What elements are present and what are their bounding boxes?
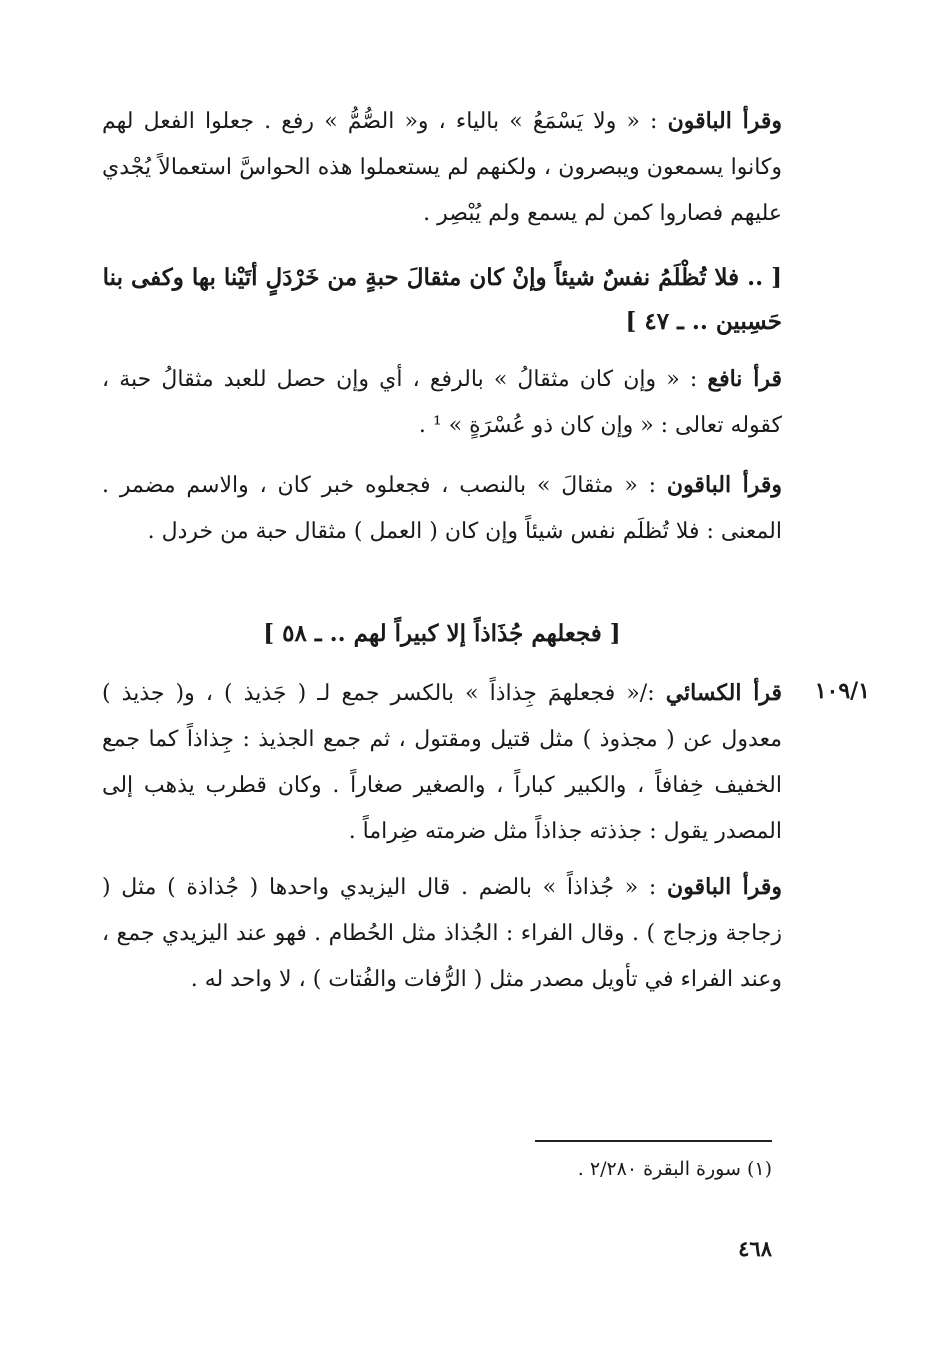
quran-verse-47: [ .. فلا تُظْلَمُ نفسٌ شيئاً وإنْ كان مثقالَ حبةٍ من خَرْدَلٍ أتَيْنا بها وكفى بنا حَسِبين .. ـ ٤٧ ] (102, 264, 782, 335)
paragraph-2 (102, 356, 782, 449)
paragraph-4-lead: قرأ الكسائي (665, 680, 782, 706)
paragraph-3-text: : « مثقالَ » بالنصب ، فجعلوه خبر كان ، والاسم مضمر . المعنى : فلا تُظلَم نفس شيئاً وإن كان ( العمل ) مثقال حبة من خردل . (102, 473, 782, 544)
footnote: (١) سورة البقرة ٢/٢٨٠ . (577, 1158, 772, 1180)
paragraph-1-text: : « ولا يَسْمَعُ » بالياء ، و« الصُّمُّ » رفع . جعلوا الفعل لهم وكانوا يسمعون ويبصرون ، ولكنهم لم يستعملوا هذه الحواسَّ استعمالاً يُجْدي عليهم فصاروا كمن لم يسمع ولم يُبْصِر . (102, 109, 782, 226)
margin-reference: ١٠٩/١ (814, 678, 870, 704)
paragraph-3-lead: وقرأ الباقون (666, 472, 783, 498)
quran-verse-58: [ فجعلهم جُذَاذاً إلا كبيراً لهم .. ـ ٥٨ ] (263, 620, 621, 647)
paragraph-5-lead: وقرأ الباقون (667, 874, 782, 900)
footnote-divider (535, 1140, 772, 1142)
paragraph-1 (102, 98, 782, 237)
paragraph-4-text: :/« فجعلهمَ جِذاذاً » بالكسر جمع لـ ( جَذيذ ) ، و( جذيذ ) معدول عن ( مجذوذ ) مثل قتيل ومقتول ، ثم جمع الجذيذ : جِذاذاً كما جمع الخفيف خِفافاً ، والكبير كباراً ، والصغير صغاراً . وكان قطرب يذهب إلى المصدر يقول : جذذته جذاذاً مثل ضرمته ضِراماً . (102, 681, 782, 844)
paragraph-2-lead: قرأ نافع (707, 366, 782, 392)
paragraph-5 (102, 864, 782, 1003)
paragraph-1-lead: وقرأ الباقون (667, 108, 782, 134)
paragraph-4 (102, 670, 782, 855)
page-number: ٤٦٨ (738, 1236, 772, 1261)
paragraph-3 (102, 462, 782, 555)
paragraph-2-text: : « وإن كان مثقالُ » بالرفع ، أي وإن حصل للعبد مثقالُ حبة ، كقوله تعالى : « وإن كان ذو عُسْرَةٍ » ¹ . (102, 367, 782, 438)
paragraph-5-text: : « جُذاذاً » بالضم . قال اليزيدي واحدها ( جُذاذة ) مثل ( زجاجة وزجاج ) . وقال الفراء : الجُذاذ مثل الحُطام . فهو عند اليزيدي جمع ، وعند الفراء في تأويل مصدر مثل ( الرُّفات والفُتات ) ، لا واحد له . (102, 875, 782, 992)
